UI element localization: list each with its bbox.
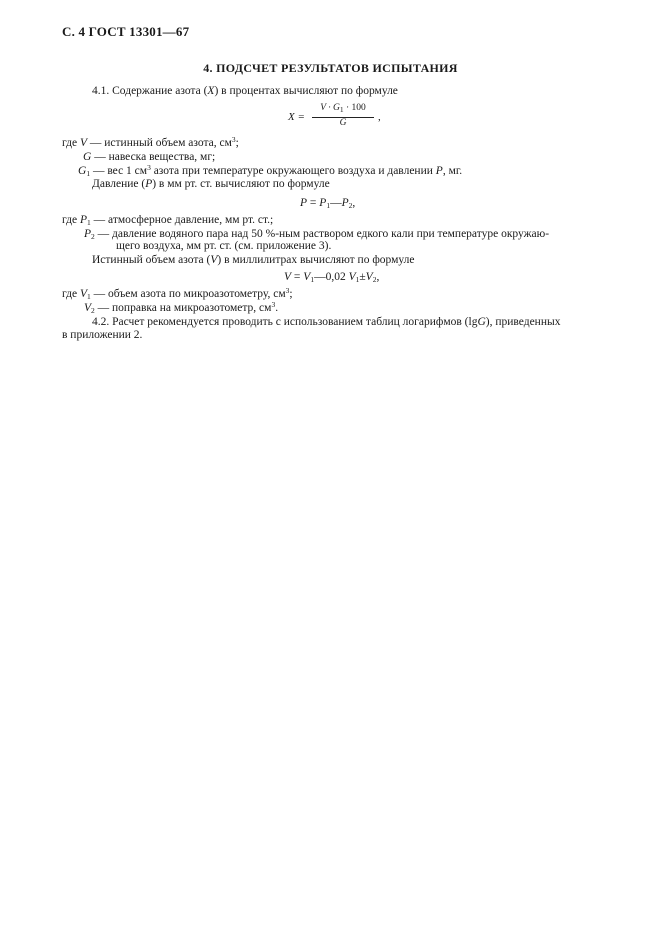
- definition-p2-continued: щего воздуха, мм рт. ст. (см. приложение 3).: [116, 240, 332, 252]
- paragraph-4-2: 4.2. Расчет рекомендуется проводить с использованием таблиц логарифмов (lgG), приведенных: [92, 316, 561, 328]
- formula-nitrogen-percent: X = $V \cdot G_1 \cdot 100$ G ,: [288, 103, 381, 128]
- volume-intro: Истинный объем азота (V) в миллилитрах вычисляют по формуле: [92, 254, 415, 266]
- formula-numerator: $V \cdot G_1 \cdot 100$: [320, 103, 366, 114]
- paragraph-number: 4.1.: [92, 85, 110, 97]
- formula-denominator: G: [339, 118, 347, 128]
- formula-volume: $V = V_1—0,02$ $V_1\pm V_2$,: [284, 271, 380, 284]
- section-title: 4. ПОДСЧЕТ РЕЗУЛЬТАТОВ ИСПЫТАНИЯ: [203, 61, 458, 75]
- definition-v2: $V_2$ — поправка на микроазотометр, $см^3$.: [84, 300, 279, 315]
- pressure-intro: Давление (P) в мм рт. ст. вычисляют по формуле: [92, 178, 330, 190]
- definition-g: G — навеска вещества, мг;: [83, 151, 216, 163]
- paragraph-4-1: 4.1. Содержание азота (X) в процентах вычисляют по формуле: [92, 85, 398, 97]
- definition-p2: $P_2$ — давление водяного пара над 50 %-ным раствором едкого кали при температуре окружаю-: [84, 228, 550, 241]
- paragraph-number: 4.2.: [92, 316, 110, 328]
- definition-v1: где $V_1$ — объем азота по микроазотометру, $см^3$;: [62, 286, 293, 301]
- page-header: С. 4 ГОСТ 13301—67: [62, 24, 190, 39]
- definition-g1: $G_1$ — вес 1 $см^3$ азота при температуре окружающего воздуха и давлении P, мг.: [78, 163, 463, 178]
- formula-pressure: $P = P_1—P_2$,: [300, 197, 356, 210]
- definition-p1: где $P_1$ — атмосферное давление, мм рт. ст.;: [62, 214, 274, 227]
- definition-v: где V — истинный объем азота, $см^3$;: [62, 135, 239, 149]
- paragraph-4-2-continued: в приложении 2.: [62, 329, 143, 341]
